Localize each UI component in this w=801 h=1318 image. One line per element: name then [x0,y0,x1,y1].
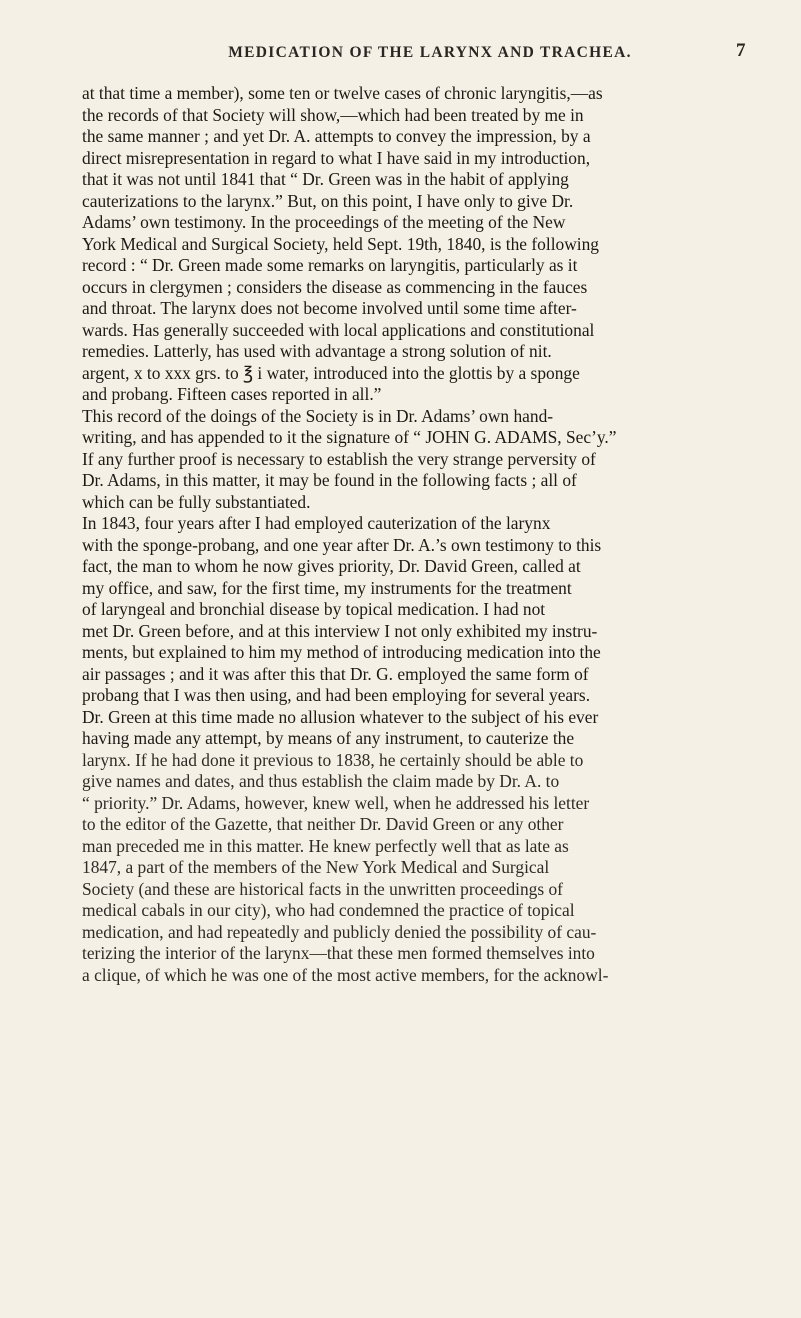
text-line: occurs in clergymen ; considers the disease as commencing in the fauces [82,276,588,297]
text-line: man preceded me in this matter. He knew perfectly well that as late as [82,835,569,856]
text-line: to the editor of the Gazette, that neither Dr. David Green or any other [82,814,564,834]
text-line: met Dr. Green before, and at this interview I not only exhibited my instru- [82,620,598,641]
text-line: Dr. Green at this time made no allusion whatever to the subject of his ever [82,706,599,727]
text-line: direct misrepresentation in regard to what I have said in my introduction, [82,147,591,168]
text-line: record : “ Dr. Green made some remarks on laryngitis, particularly as it [82,255,578,275]
text-line: “ priority.” Dr. Adams, however, knew well, when he addressed his letter [82,792,590,813]
text-line: medical cabals in our city), who had condemned the practice of topical [82,900,575,920]
text-line: that it was not until 1841 that “ Dr. Green was in the habit of applying [82,169,569,189]
text-line: wards. Has generally succeeded with local applications and constitutional [82,319,595,340]
running-head: MEDICATION OF THE LARYNX AND TRACHEA. [228,44,632,61]
text-line: In 1843, four years after I had employed cauterization of the larynx [82,513,551,533]
text-line: argent, x to xxx grs. to ℥ i water, introduced into the glottis by a sponge [82,362,580,383]
text-line: ments, but explained to him my method of introducing medication into the [82,642,601,662]
text-line: of laryngeal and bronchial disease by topical medication. I had not [82,599,546,619]
text-line: York Medical and Surgical Society, held Sept. 19th, 1840, is the following [82,233,600,254]
text-line: the same manner ; and yet Dr. A. attempts to convey the impression, by a [82,126,591,146]
text-line: with the sponge-probang, and one year after Dr. A.’s own testimony to this [82,534,602,555]
text-line: air passages ; and it was after this that Dr. G. employed the same form of [82,663,589,684]
page-number: 7 [736,40,746,61]
text-line: larynx. If he had done it previous to 1838, he certainly should be able to [82,749,584,770]
text-line: Society (and these are historical facts in the unwritten proceedings of [82,878,563,899]
text-line: the records of that Society will show,—which had been treated by me in [82,104,584,125]
body-text [82,83,778,986]
text-line: 1847, a part of the members of the New York Medical and Surgical [82,857,550,877]
text-line: Dr. Adams, in this matter, it may be found in the following facts ; all of [82,470,577,490]
text-line: and throat. The larynx does not become involved until some time after- [82,298,577,318]
text-line: give names and dates, and thus establish the claim made by Dr. A. to [82,771,560,791]
text-line: and probang. Fifteen cases reported in all.” [82,384,382,404]
text-line: cauterizations to the larynx.” But, on this point, I have only to give Dr. [82,190,574,211]
text-line: This record of the doings of the Society is in Dr. Adams’ own hand- [82,405,554,426]
text-line: my office, and saw, for the first time, my instruments for the treatment [82,577,572,598]
text-line: If any further proof is necessary to establish the very strange perversity of [82,448,596,469]
text-line: probang that I was then using, and had been employing for several years. [82,685,591,705]
text-line: remedies. Latterly, has used with advantage a strong solution of nit. [82,341,552,361]
text-line: terizing the interior of the larynx—that these men formed themselves into [82,943,595,963]
text-line: medication, and had repeatedly and publicly denied the possibility of cau- [82,921,597,942]
text-line: which can be fully substantiated. [82,491,311,512]
text-line: at that time a member), some ten or twelve cases of chronic laryngitis,—as [82,83,603,103]
text-line: having made any attempt, by means of any instrument, to cauterize the [82,728,575,748]
text-line: Adams’ own testimony. In the proceedings of the meeting of the New [82,212,566,232]
text-line: a clique, of which he was one of the most active members, for the acknowl- [82,964,609,985]
text-line: writing, and has appended to it the signature of “ JOHN G. ADAMS, Sec’y.” [82,427,617,447]
text-line: fact, the man to whom he now gives priority, Dr. David Green, called at [82,556,581,576]
